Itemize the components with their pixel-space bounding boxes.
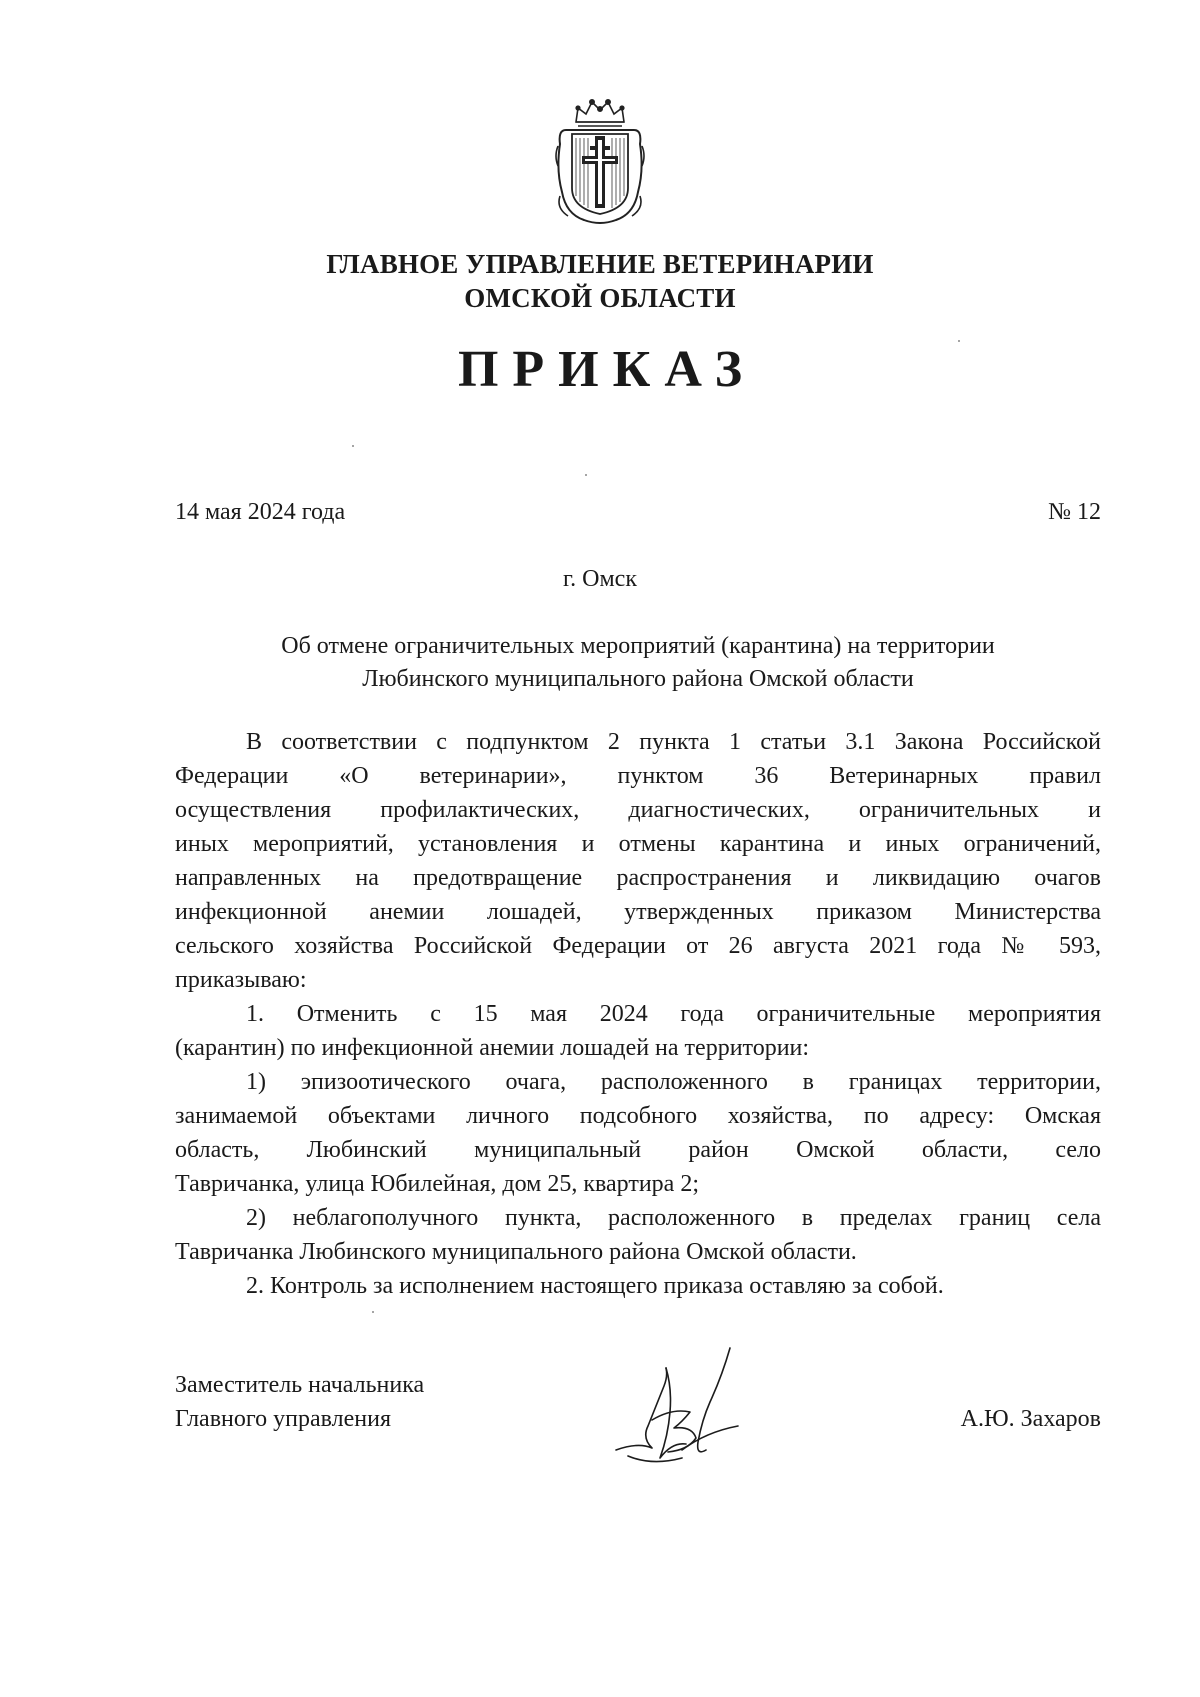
coat-of-arms-icon bbox=[554, 96, 646, 228]
body-line: Тавричанка, улица Юбилейная, дом 25, квартира 2; bbox=[175, 1171, 700, 1197]
body-line: инфекционной анемии лошадей, утвержденных приказом Министерства bbox=[175, 899, 1101, 925]
handwritten-signature bbox=[612, 1346, 762, 1470]
document-city: г. Омск bbox=[563, 566, 637, 592]
scan-speck bbox=[958, 340, 960, 342]
body-line: Федерации «О ветеринарии», пунктом 36 Ветеринарных правил bbox=[175, 763, 1101, 789]
document-type-title: ПРИКАЗ bbox=[457, 341, 757, 398]
body-line: 2. Контроль за исполнением настоящего приказа оставляю за собой. bbox=[246, 1273, 944, 1299]
body-line: 2) неблагополучного пункта, расположенного в пределах границ села bbox=[246, 1205, 1101, 1231]
signatory-name: А.Ю. Захаров bbox=[960, 1406, 1101, 1432]
body-line: занимаемой объектами личного подсобного хозяйства, по адресу: Омская bbox=[175, 1103, 1101, 1129]
body-line: 1. Отменить с 15 мая 2024 года ограничительные мероприятия bbox=[246, 1001, 1101, 1027]
body-line: (карантин) по инфекционной анемии лошадей на территории: bbox=[175, 1035, 810, 1061]
signatory-position-line: Заместитель начальника bbox=[175, 1372, 425, 1398]
body-line: Тавричанка Любинского муниципального района Омской области. bbox=[175, 1239, 857, 1265]
document-number: № 12 bbox=[1048, 499, 1101, 525]
body-line: сельского хозяйства Российской Федерации от 26 августа 2021 года № 593, bbox=[175, 933, 1101, 959]
signatory-position bbox=[175, 1368, 424, 1436]
body-line: В соответствии с подпунктом 2 пункта 1 статьи 3.1 Закона Российской bbox=[246, 729, 1101, 755]
scan-speck bbox=[352, 445, 354, 447]
organization-name-line1: ГЛАВНОЕ УПРАВЛЕНИЕ ВЕТЕРИНАРИИ bbox=[326, 249, 874, 279]
body-line: приказываю: bbox=[175, 967, 307, 993]
body-line: иных мероприятий, установления и отмены карантина и иных ограничений, bbox=[175, 831, 1101, 857]
body-line: 1) эпизоотического очага, расположенного в границах территории, bbox=[246, 1069, 1101, 1095]
body-line: направленных на предотвращение распространения и ликвидацию очагов bbox=[175, 865, 1101, 891]
body-line: область, Любинский муниципальный район Омской области, село bbox=[175, 1137, 1101, 1163]
document-date: 14 мая 2024 года bbox=[175, 499, 346, 525]
subject-line: Об отмене ограничительных мероприятий (карантина) на территории bbox=[281, 633, 995, 659]
document-subject bbox=[175, 630, 1101, 696]
organization-name-line2: ОМСКОЙ ОБЛАСТИ bbox=[464, 283, 736, 313]
body-line: осуществления профилактических, диагностических, ограничительных и bbox=[175, 797, 1101, 823]
scan-speck bbox=[372, 1311, 374, 1313]
scan-speck bbox=[585, 474, 587, 476]
subject-line: Любинского муниципального района Омской области bbox=[362, 666, 914, 692]
signatory-position-line: Главного управления bbox=[175, 1406, 391, 1432]
document-body bbox=[175, 725, 1101, 1303]
